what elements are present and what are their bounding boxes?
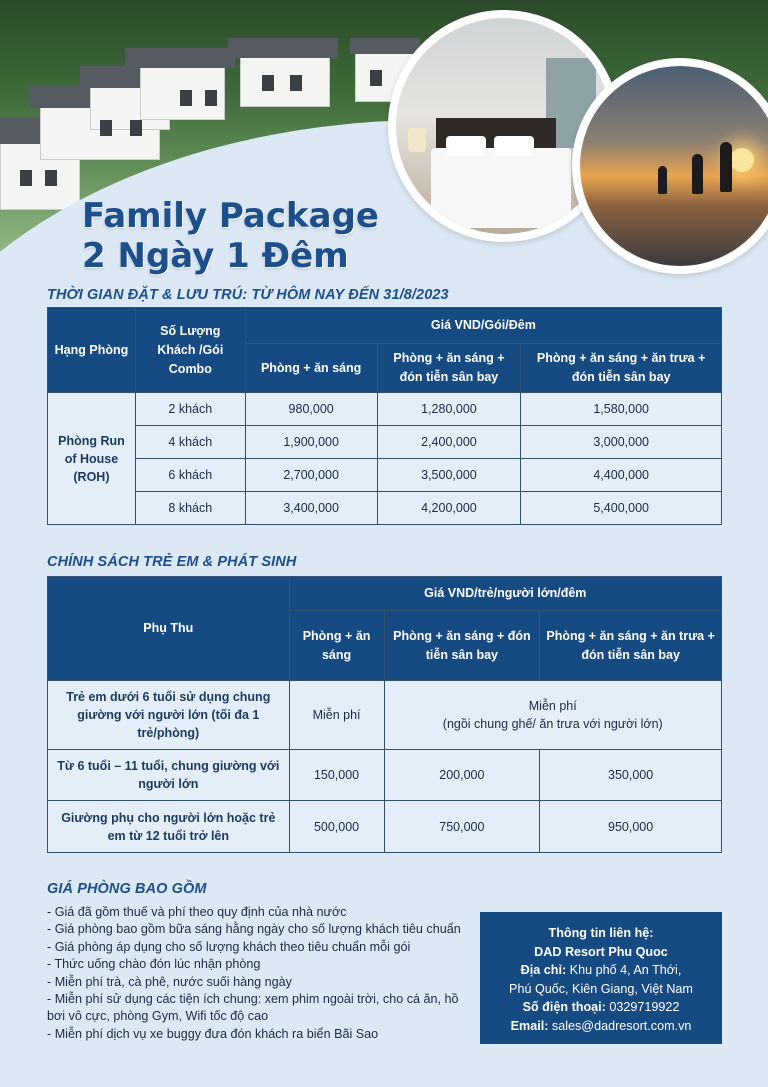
- price-cell: 4,200,000: [377, 492, 521, 525]
- price-cell: 4,400,000: [521, 459, 722, 492]
- price-cell: 980,000: [245, 393, 377, 426]
- price-cell: 150,000: [289, 750, 384, 801]
- surcharge-label: Giường phụ cho người lớn hoặc trẻ em từ 12 tuổi trở lên: [48, 801, 290, 853]
- guests-cell: 2 khách: [135, 393, 245, 426]
- merged-price-line-2: (ngồi chung ghế/ ăn trưa với người lớn): [442, 717, 663, 731]
- header-child-price-col-1: Phòng + ăn sáng: [289, 611, 384, 681]
- price-cell: 1,900,000: [245, 426, 377, 459]
- price-cell: 1,580,000: [521, 393, 722, 426]
- title-line-1: Family Package: [82, 196, 379, 236]
- list-item: - Giá đã gồm thuế và phí theo quy định của nhà nước: [47, 905, 347, 919]
- merged-price-cell: [384, 681, 722, 750]
- price-cell: Miễn phí: [289, 681, 384, 750]
- address-line-1: Khu phố 4, An Thới,: [569, 963, 682, 977]
- list-item: - Giá phòng bao gồm bữa sáng hằng ngày cho số lượng khách tiêu chuẩn: [47, 922, 461, 937]
- surcharge-label: Từ 6 tuổi – 11 tuổi, chung giường với người lớn: [48, 750, 290, 801]
- guests-cell: 6 khách: [135, 459, 245, 492]
- price-cell: 3,500,000: [377, 459, 521, 492]
- contact-heading: Thông tin liên hệ:: [548, 926, 654, 940]
- price-cell: 1,280,000: [377, 393, 521, 426]
- price-cell: 750,000: [384, 801, 540, 853]
- title-line-2: 2 Ngày 1 Đêm: [82, 236, 349, 276]
- room-price-table: [47, 307, 722, 525]
- price-cell: 350,000: [540, 750, 722, 801]
- merged-price-line-1: Miễn phí: [528, 699, 577, 713]
- list-item: - Miễn phí trà, cà phê, nước suối hàng ngày: [47, 974, 292, 989]
- price-cell: 3,400,000: [245, 492, 377, 525]
- list-item: - Giá phòng áp dụng cho số lượng khách theo tiêu chuẩn mỗi gói: [47, 939, 411, 954]
- booking-period: THỜI GIAN ĐẶT & LƯU TRÚ: TỪ HÔM NAY ĐẾN 31/8/2023: [47, 287, 449, 303]
- phone-number[interactable]: 0329719922: [609, 1000, 680, 1014]
- price-cell: 5,400,000: [521, 492, 722, 525]
- address-line-2: Phú Quốc, Kiên Giang, Việt Nam: [509, 981, 693, 996]
- header-price-col-1: Phòng + ăn sáng: [245, 344, 377, 393]
- price-cell: 3,000,000: [521, 426, 722, 459]
- resort-name: DAD Resort Phu Quoc: [534, 944, 668, 959]
- contact-box: [480, 912, 722, 1044]
- header-price-col-2: Phòng + ăn sáng + đón tiễn sân bay: [377, 344, 521, 393]
- price-cell: 500,000: [289, 801, 384, 853]
- header-child-price-col-3: Phòng + ăn sáng + ăn trưa + đón tiễn sân bay: [540, 611, 722, 681]
- list-item: - Miễn phí sử dụng các tiện ích chung: xem phim ngoài trời, cho cá ăn, hồ bơi vô cực, phòng Gym, Wifi tốc độ cao: [47, 992, 459, 1024]
- price-cell: 2,400,000: [377, 426, 521, 459]
- header-child-price-col-2: Phòng + ăn sáng + đón tiễn sân bay: [384, 611, 540, 681]
- price-cell: 950,000: [540, 801, 722, 853]
- email-address[interactable]: sales@dadresort.com.vn: [551, 1018, 692, 1033]
- list-item: - Miễn phí dịch vụ xe buggy đưa đón khách ra biển Bãi Sao: [47, 1026, 379, 1041]
- price-cell: 2,700,000: [245, 459, 377, 492]
- list-item: - Thức uống chào đón lúc nhận phòng: [47, 957, 261, 972]
- includes-heading: GIÁ PHÒNG BAO GỒM: [47, 881, 207, 897]
- surcharge-label: Trẻ em dưới 6 tuổi sử dụng chung giường với người lớn (tối đa 1 trẻ/phòng): [48, 681, 290, 750]
- page-title: [82, 196, 379, 276]
- child-policy-heading: CHÍNH SÁCH TRẺ EM & PHÁT SINH: [47, 554, 297, 570]
- guests-cell: 4 khách: [135, 426, 245, 459]
- child-policy-table: [47, 576, 722, 853]
- header-price-group: Giá VND/Gói/Đêm: [245, 308, 721, 344]
- header-room-class: Hạng Phòng: [48, 308, 136, 393]
- room-name-cell: Phòng Run of House (ROH): [48, 393, 136, 525]
- header-guest-count: Số Lượng Khách /Gói Combo: [135, 308, 245, 393]
- guests-cell: 8 khách: [135, 492, 245, 525]
- header-surcharge: Phụ Thu: [48, 577, 290, 681]
- price-cell: 200,000: [384, 750, 540, 801]
- email-label: Email:: [510, 1018, 549, 1033]
- header-child-price-group: Giá VND/trẻ/người lớn/đêm: [289, 577, 721, 611]
- includes-list: [47, 904, 472, 1043]
- address-label: Địa chỉ:: [520, 963, 567, 977]
- header-price-col-3: Phòng + ăn sáng + ăn trưa + đón tiễn sân bay: [521, 344, 722, 393]
- phone-label: Số điện thoại:: [522, 1000, 606, 1014]
